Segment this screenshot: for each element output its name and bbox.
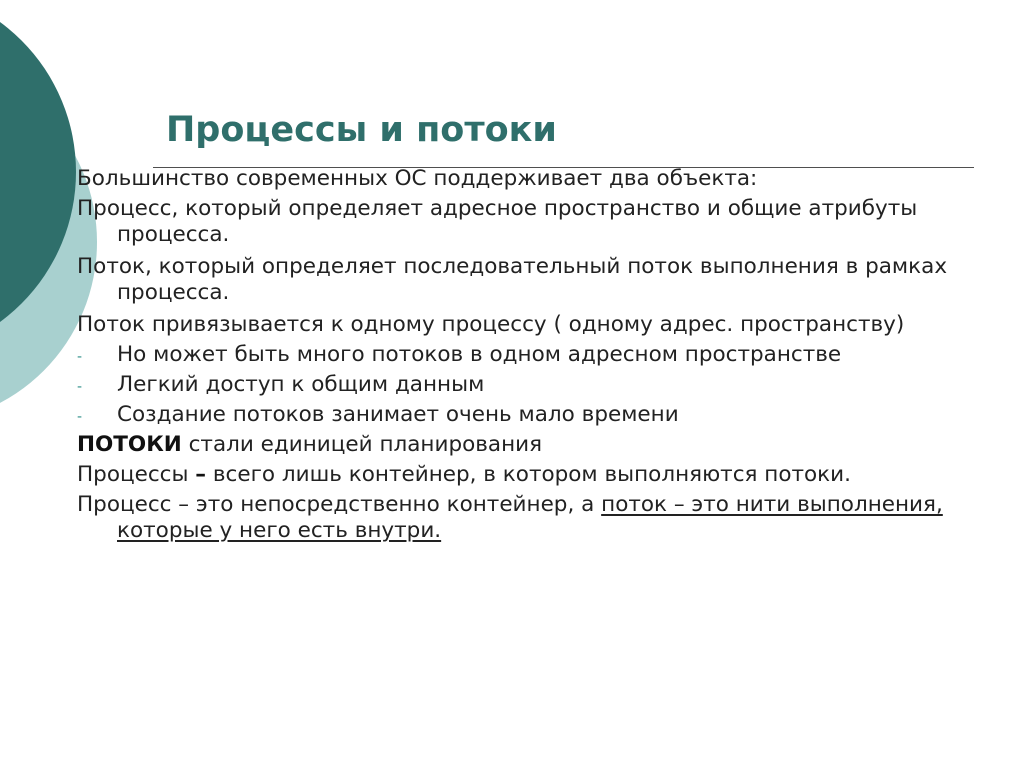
bold-dash: – xyxy=(195,462,207,487)
paragraph-6-start: Процессы xyxy=(77,462,196,487)
dash-bullet-icon: - xyxy=(77,409,83,425)
sub-item-text: Легкий доступ к общим данным xyxy=(117,372,485,397)
paragraph-1: Большинство современных ОС поддерживает два объекта: xyxy=(77,166,758,191)
sub-item-1 xyxy=(77,342,1012,368)
paragraph-4: Поток привязывается к одному процессу ( одному адрес. пространству) xyxy=(77,312,905,337)
paragraph-7-start: Процесс – это непосредственно контейнер, а xyxy=(77,492,602,517)
sub-item-text: Создание потоков занимает очень мало времени xyxy=(117,402,679,427)
sub-item-3 xyxy=(77,402,1012,428)
paragraph-5 xyxy=(77,432,1012,458)
paragraph-5-rest: стали единицей планирования xyxy=(181,432,543,457)
emphasis-text: ПОТОКИ xyxy=(77,432,182,457)
underlined-text: поток – это нити выполнения, которые у него есть внутри. xyxy=(117,492,943,543)
slide-body xyxy=(77,166,1012,544)
paragraph-3: Поток, который определяет последовательный поток выполнения в рамках процесса. xyxy=(77,254,948,305)
sub-item-2 xyxy=(77,372,1012,398)
paragraph-6-end: всего лишь контейнер, в котором выполняются потоки. xyxy=(206,462,851,487)
sub-item-text: Но может быть много потоков в одном адресном пространстве xyxy=(117,342,842,367)
slide-title: Процессы и потоки xyxy=(166,110,557,150)
paragraph-7 xyxy=(77,492,1012,544)
dash-bullet-icon: - xyxy=(77,349,83,365)
paragraph-6 xyxy=(77,462,1012,488)
paragraph-2: Процесс, который определяет адресное пространство и общие атрибуты процесса. xyxy=(77,196,918,247)
dash-bullet-icon: - xyxy=(77,379,83,395)
